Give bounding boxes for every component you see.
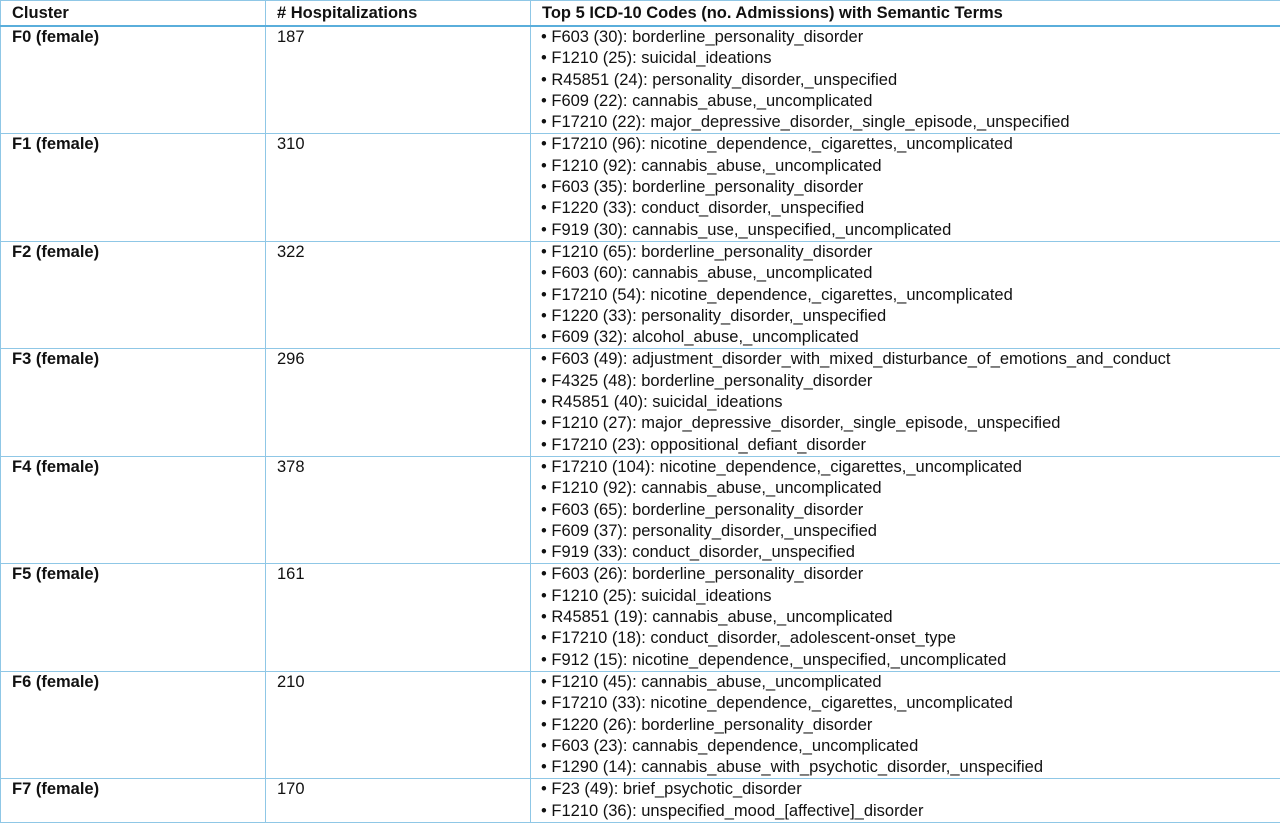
- table-body: [1, 26, 1280, 822]
- hospitalizations-cell: 210: [266, 671, 531, 778]
- code-item: • F1210 (92): cannabis_abuse,_uncomplicated: [541, 478, 1280, 499]
- code-item: • F1210 (65): borderline_personality_disorder: [541, 242, 1280, 263]
- code-item: • F609 (32): alcohol_abuse,_uncomplicated: [541, 327, 1280, 348]
- code-item: • F1210 (27): major_depressive_disorder,_single_episode,_unspecified: [541, 413, 1280, 434]
- codes-cell: [531, 779, 1280, 823]
- codes-cell: [531, 456, 1280, 563]
- code-item: • F603 (49): adjustment_disorder_with_mixed_disturbance_of_emotions_and_conduct: [541, 349, 1280, 370]
- code-item: • F1210 (25): suicidal_ideations: [541, 48, 1280, 69]
- code-item: • F1290 (14): cannabis_abuse_with_psychotic_disorder,_unspecified: [541, 757, 1280, 778]
- cluster-cell: F6 (female): [1, 671, 266, 778]
- code-item: • F17210 (54): nicotine_dependence,_cigarettes,_uncomplicated: [541, 285, 1280, 306]
- codes-cell: [531, 26, 1280, 134]
- code-item: • F609 (22): cannabis_abuse,_uncomplicated: [541, 91, 1280, 112]
- code-item: • F603 (65): borderline_personality_disorder: [541, 500, 1280, 521]
- cluster-cell: F2 (female): [1, 241, 266, 348]
- codes-cell: [531, 241, 1280, 348]
- header-top-codes: Top 5 ICD-10 Codes (no. Admissions) with Semantic Terms: [531, 1, 1280, 27]
- code-item: • F603 (26): borderline_personality_disorder: [541, 564, 1280, 585]
- hospitalizations-cell: 187: [266, 26, 531, 134]
- cluster-cell: F0 (female): [1, 26, 266, 134]
- codes-cell: [531, 564, 1280, 671]
- table-row: [1, 456, 1280, 563]
- codes-cell: [531, 349, 1280, 456]
- table-row: [1, 241, 1280, 348]
- header-hospitalizations: # Hospitalizations: [266, 1, 531, 27]
- hospitalizations-cell: 161: [266, 564, 531, 671]
- code-item: • F17210 (23): oppositional_defiant_disorder: [541, 435, 1280, 456]
- code-item: • F17210 (96): nicotine_dependence,_cigarettes,_uncomplicated: [541, 134, 1280, 155]
- code-item: • F4325 (48): borderline_personality_disorder: [541, 371, 1280, 392]
- code-item: • F17210 (18): conduct_disorder,_adolescent-onset_type: [541, 628, 1280, 649]
- cluster-cell: F1 (female): [1, 134, 266, 241]
- header-row: [1, 1, 1280, 27]
- cluster-cell: F7 (female): [1, 779, 266, 823]
- hospitalizations-cell: 296: [266, 349, 531, 456]
- code-item: • F17210 (22): major_depressive_disorder,_single_episode,_unspecified: [541, 112, 1280, 133]
- table-row: [1, 134, 1280, 241]
- codes-cell: [531, 671, 1280, 778]
- cluster-cell: F4 (female): [1, 456, 266, 563]
- table-row: [1, 564, 1280, 671]
- table-row: [1, 671, 1280, 778]
- code-item: • R45851 (40): suicidal_ideations: [541, 392, 1280, 413]
- code-item: • F603 (35): borderline_personality_disorder: [541, 177, 1280, 198]
- code-item: • F603 (60): cannabis_abuse,_uncomplicated: [541, 263, 1280, 284]
- code-item: • F1220 (26): borderline_personality_disorder: [541, 715, 1280, 736]
- table-row: [1, 26, 1280, 134]
- code-item: • F1210 (92): cannabis_abuse,_uncomplicated: [541, 156, 1280, 177]
- hospitalizations-cell: 310: [266, 134, 531, 241]
- codes-cell: [531, 134, 1280, 241]
- code-item: • R45851 (24): personality_disorder,_unspecified: [541, 70, 1280, 91]
- code-item: • F1210 (25): suicidal_ideations: [541, 586, 1280, 607]
- hospitalizations-cell: 378: [266, 456, 531, 563]
- hospitalizations-cell: 170: [266, 779, 531, 823]
- code-item: • F17210 (33): nicotine_dependence,_cigarettes,_uncomplicated: [541, 693, 1280, 714]
- code-item: • F603 (30): borderline_personality_disorder: [541, 27, 1280, 48]
- code-item: • F919 (33): conduct_disorder,_unspecified: [541, 542, 1280, 563]
- code-item: • F1220 (33): conduct_disorder,_unspecified: [541, 198, 1280, 219]
- code-item: • F912 (15): nicotine_dependence,_unspecified,_uncomplicated: [541, 650, 1280, 671]
- table-row: [1, 349, 1280, 456]
- code-item: • F17210 (104): nicotine_dependence,_cigarettes,_uncomplicated: [541, 457, 1280, 478]
- code-item: • F919 (30): cannabis_use,_unspecified,_uncomplicated: [541, 220, 1280, 241]
- code-item: • F1210 (36): unspecified_mood_[affective]_disorder: [541, 801, 1280, 822]
- cluster-cell: F5 (female): [1, 564, 266, 671]
- code-item: • F1220 (33): personality_disorder,_unspecified: [541, 306, 1280, 327]
- table-header: [1, 1, 1280, 27]
- table-row: [1, 779, 1280, 823]
- header-cluster: Cluster: [1, 1, 266, 27]
- code-item: • F23 (49): brief_psychotic_disorder: [541, 779, 1280, 800]
- code-item: • F1210 (45): cannabis_abuse,_uncomplicated: [541, 672, 1280, 693]
- code-item: • F609 (37): personality_disorder,_unspecified: [541, 521, 1280, 542]
- code-item: • R45851 (19): cannabis_abuse,_uncomplicated: [541, 607, 1280, 628]
- hospitalizations-cell: 322: [266, 241, 531, 348]
- code-item: • F603 (23): cannabis_dependence,_uncomplicated: [541, 736, 1280, 757]
- cluster-cell: F3 (female): [1, 349, 266, 456]
